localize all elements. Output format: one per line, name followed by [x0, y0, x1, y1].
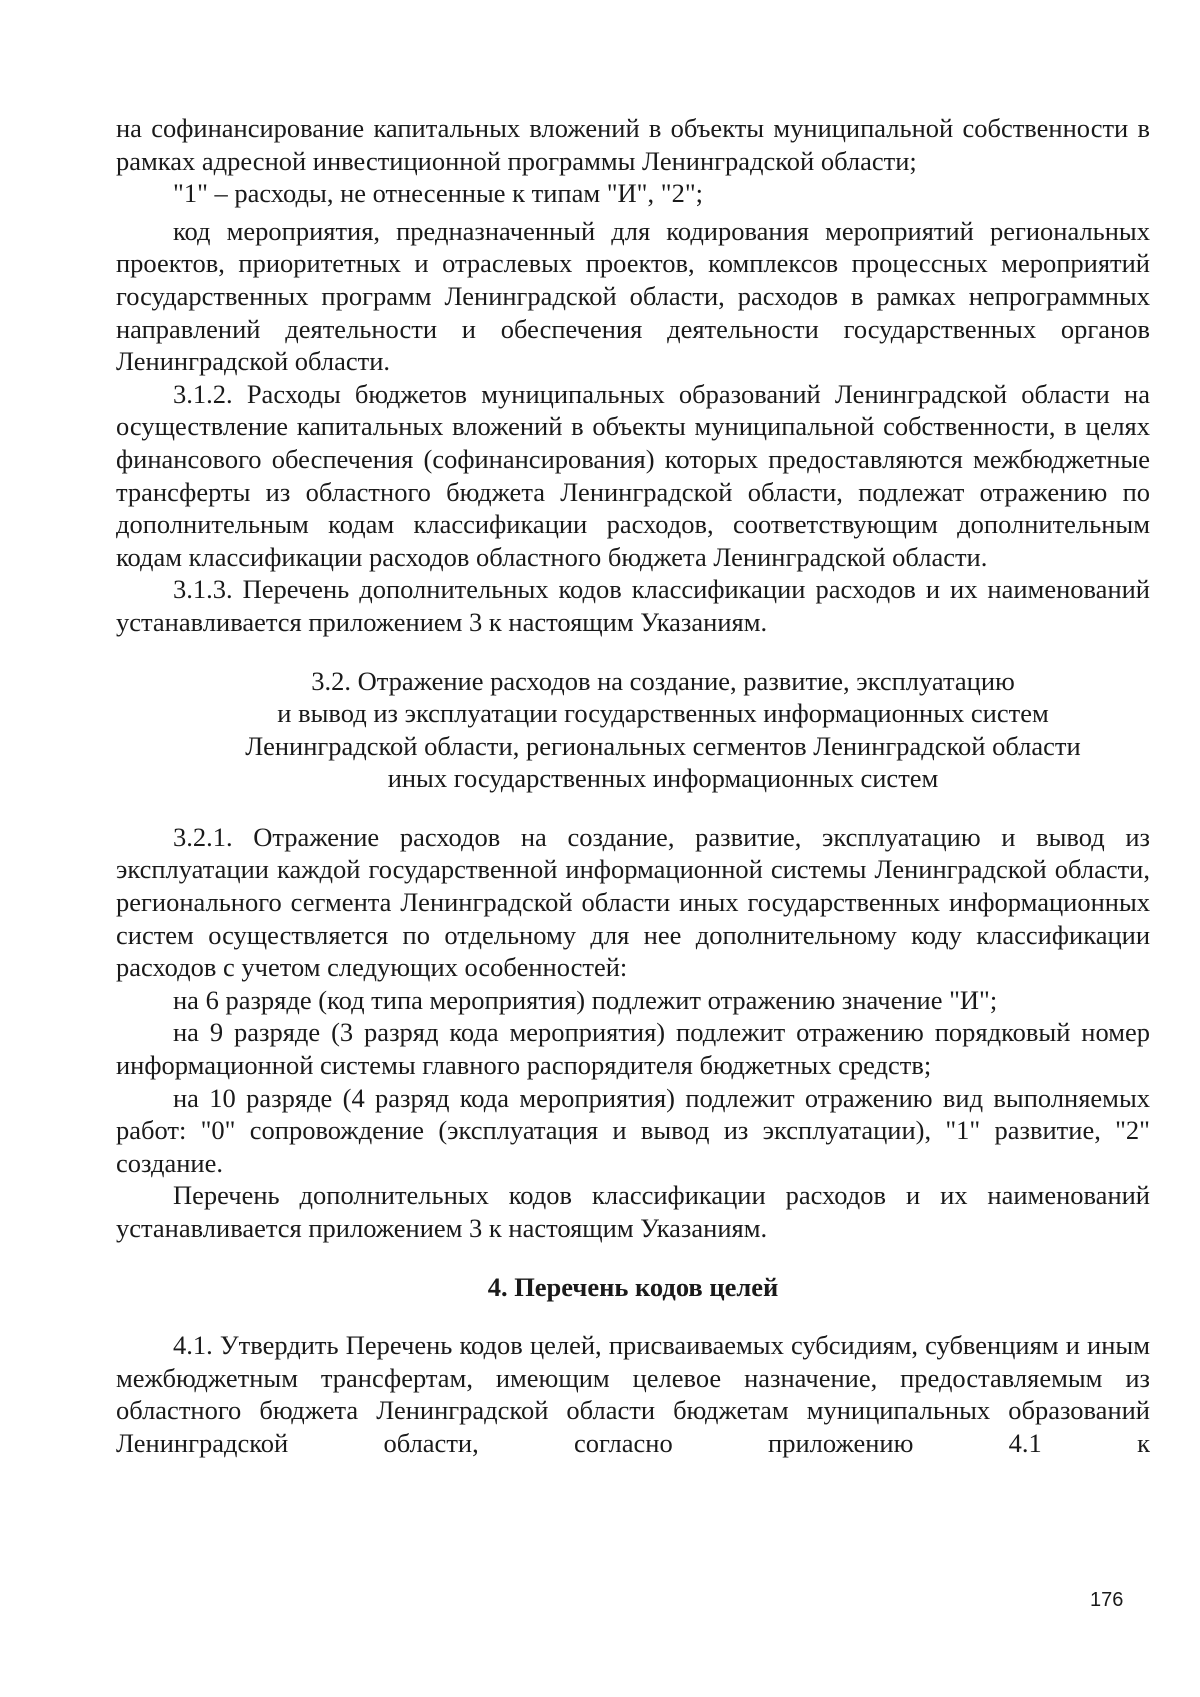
heading-3-2-line-4: иных государственных информационных систем	[387, 763, 939, 794]
paragraph-type-1: "1" – расходы, не отнесенные к типам "И", "2";	[173, 178, 703, 209]
paragraph-codes-list: Перечень дополнительных кодов классификации расходов и их наименований устанавливается приложением 3 к настоящим Указаниям.	[116, 1180, 1150, 1243]
paragraph-3-1-3: 3.1.3. Перечень дополнительных кодов классификации расходов и их наименований устанавливается приложением 3 к настоящим Указаниям.	[116, 574, 1150, 637]
paragraph-4-1: 4.1. Утвердить Перечень кодов целей, присваиваемых субсидиям, субвенциям и иным межбюджетным трансфертам, имеющим целевое назначение, предоставляемым из областного бюджета Ленинградской области бюджетам муниципальных образований Ленинградской области, согласно приложению 4.1 к	[116, 1330, 1150, 1458]
paragraph-event-code: код мероприятия, предназначенный для кодирования мероприятий региональных проектов, приоритетных и отраслевых проектов, комплексов процессных мероприятий государственных программ Ленинградской области, расходов в рамках непрограммных направлений деятельности и обеспечения деятельности государственных органов Ленинградской области.	[116, 215, 1150, 377]
page-number: 176	[1090, 1589, 1124, 1611]
paragraph-3-2-1: 3.2.1. Отражение расходов на создание, развитие, эксплуатацию и вывод из эксплуатации каждой государственной информационной системы Ленинградской области, регионального сегмента Ленинградской области иных государственных информационных систем осуществляется по отдельному для нее дополнительному коду классификации расходов с учетом следующих особенностей:	[116, 821, 1150, 983]
heading-3-2-line-2: и вывод из эксплуатации государственных информационных систем	[277, 698, 1049, 729]
paragraph-digit-6: на 6 разряде (код типа мероприятия) подлежит отражению значение "И";	[173, 984, 998, 1015]
heading-3-2-line-1: 3.2. Отражение расходов на создание, развитие, эксплуатацию	[311, 665, 1015, 696]
heading-3-2	[116, 665, 1150, 795]
paragraph-cofinancing: на софинансирование капитальных вложений в объекты муниципальной собственности в рамках адресной инвестиционной программы Ленинградской области;	[116, 113, 1150, 176]
section-4-title: 4. Перечень кодов целей	[487, 1271, 779, 1302]
heading-3-2-line-3: Ленинградской области, региональных сегментов Ленинградской области	[245, 730, 1081, 761]
document-page	[116, 112, 1150, 1460]
paragraph-digit-9: на 9 разряде (3 разряд кода мероприятия) подлежит отражению порядковый номер информационной системы главного распорядителя бюджетных средств;	[116, 1017, 1150, 1081]
paragraph-digit-10: на 10 разряде (4 разряд кода мероприятия) подлежит отражению вид выполняемых работ: "0" сопровождение (эксплуатация и вывод из эксплуатации), "1" развитие, "2" создание.	[116, 1082, 1150, 1178]
paragraph-3-1-2: 3.1.2. Расходы бюджетов муниципальных образований Ленинградской области на осуществление капитальных вложений в объекты муниципальной собственности, в целях финансового обеспечения (софинансирования) которых предоставляются межбюджетные трансферты из областного бюджета Ленинградской области, подлежат отражению по дополнительным кодам классификации расходов, соответствующим дополнительным кодам классификации расходов областного бюджета Ленинградской области.	[116, 378, 1150, 572]
